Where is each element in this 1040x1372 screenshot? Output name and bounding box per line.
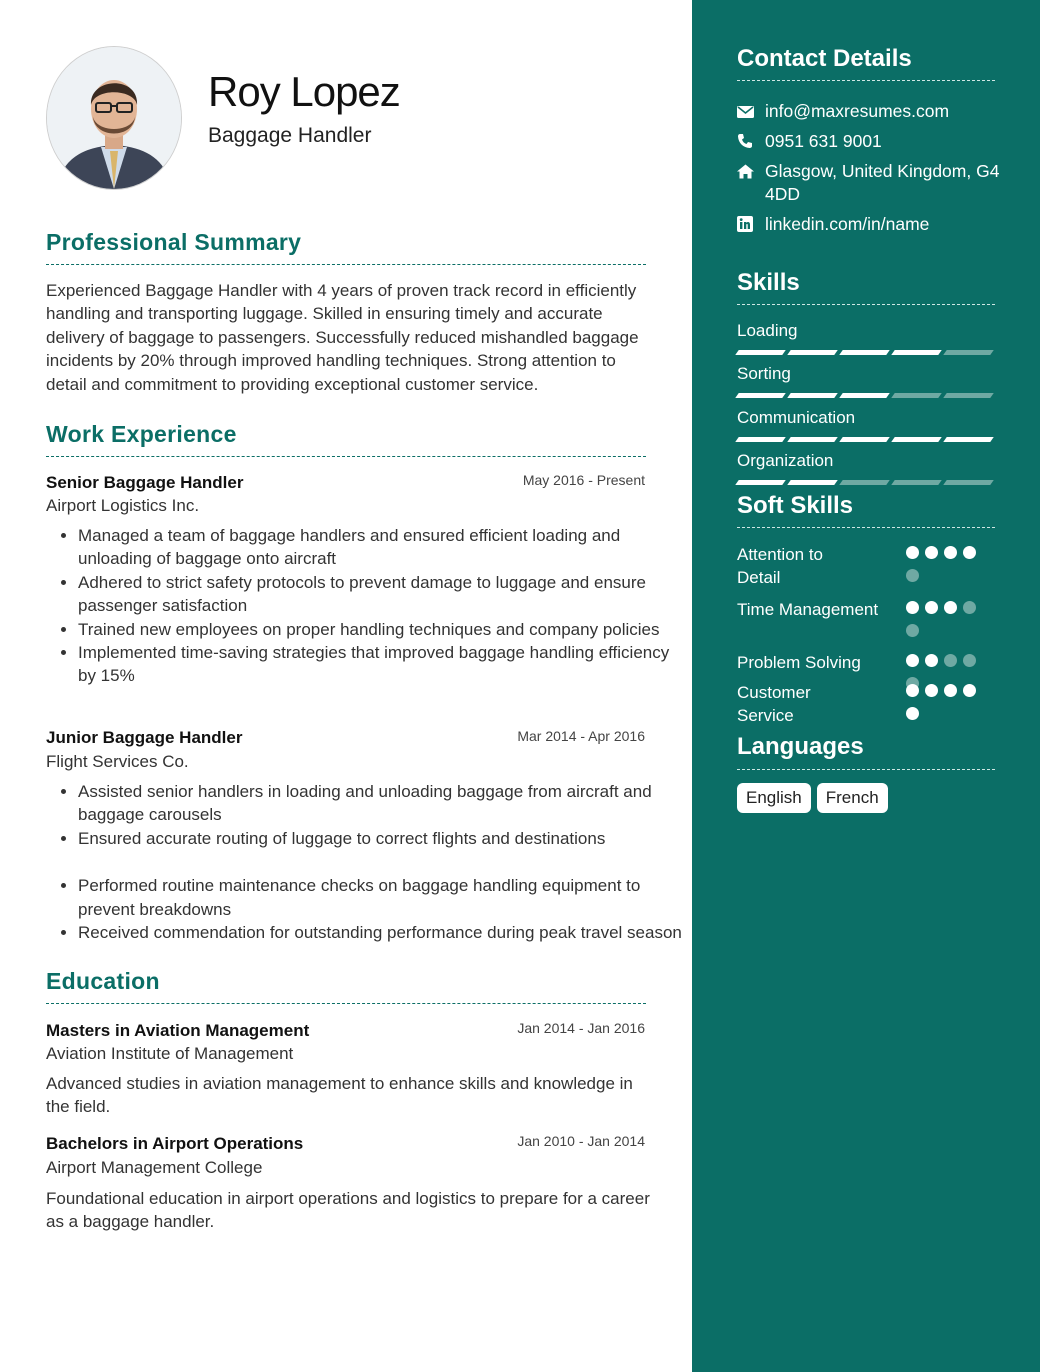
job-bullet: • Managed a team of baggage handlers and ensured efficient loading and unloading of baggage onto aircraft bbox=[78, 524, 684, 571]
job-bullet: • Trained new employees on proper handling techniques and company policies bbox=[78, 618, 684, 641]
rating-dot bbox=[944, 654, 957, 667]
soft-skill-name: Time Management bbox=[737, 600, 879, 619]
job-bullet: • Adhered to strict safety protocols to prevent damage to luggage and ensure passenger satisfaction bbox=[78, 571, 684, 618]
home-icon bbox=[737, 160, 765, 206]
soft-skill-name: Customer Service bbox=[737, 683, 811, 725]
skill-level-segment bbox=[943, 350, 994, 355]
skill-level-bar bbox=[737, 437, 992, 442]
rating-dot bbox=[906, 707, 919, 720]
degree-date: Jan 2010 - Jan 2014 bbox=[517, 1133, 645, 1149]
job-bullet: • Implemented time-saving strategies that improved baggage handling efficiency by 15% bbox=[78, 641, 684, 688]
skill-level-segment bbox=[787, 350, 838, 355]
skill-level-segment bbox=[943, 437, 994, 442]
skill-level-segment bbox=[943, 480, 994, 485]
soft-skill-rating bbox=[906, 684, 980, 720]
skill-level-segment bbox=[891, 350, 942, 355]
rating-dot bbox=[944, 684, 957, 697]
education-heading: Education bbox=[46, 968, 160, 994]
language-tag: French bbox=[817, 783, 888, 813]
job-company: Flight Services Co. bbox=[46, 752, 189, 771]
skill-level-segment bbox=[787, 393, 838, 398]
job-date: May 2016 - Present bbox=[522, 472, 645, 488]
rating-dot bbox=[925, 546, 938, 559]
skill-level-segment bbox=[735, 437, 786, 442]
soft-skill-rating bbox=[906, 601, 980, 637]
skill-name: Organization bbox=[737, 451, 834, 470]
soft-skills-heading: Soft Skills bbox=[737, 492, 854, 519]
skill-level-segment bbox=[787, 480, 838, 485]
linkedin-text: linkedin.com/in/name bbox=[765, 214, 930, 234]
job-bullet: • Ensured accurate routing of luggage to correct flights and destinations bbox=[78, 827, 684, 850]
degree-description: Foundational education in airport operations and logistics to prepare for a career as a baggage handler. bbox=[46, 1189, 650, 1232]
phone-text: 0951 631 9001 bbox=[765, 131, 882, 151]
rating-dot bbox=[906, 654, 919, 667]
rating-dot bbox=[925, 684, 938, 697]
skill-level-segment bbox=[735, 393, 786, 398]
job-company: Airport Logistics Inc. bbox=[46, 496, 200, 515]
rating-dot bbox=[963, 654, 976, 667]
rating-dot bbox=[906, 601, 919, 614]
contact-address bbox=[737, 160, 1007, 206]
degree-title: Masters in Aviation Management bbox=[46, 1021, 310, 1040]
skill-level-segment bbox=[735, 480, 786, 485]
skill-level-segment bbox=[891, 480, 942, 485]
skill-level-segment bbox=[891, 437, 942, 442]
skills-heading: Skills bbox=[737, 269, 800, 296]
job-bullets bbox=[46, 780, 684, 944]
address-text: Glasgow, United Kingdom, G4 4DD bbox=[765, 161, 1000, 204]
languages-list bbox=[737, 783, 888, 813]
contact-divider bbox=[737, 80, 995, 81]
email-text: info@maxresumes.com bbox=[765, 101, 950, 121]
summary-text: Experienced Baggage Handler with 4 years of proven track record in efficiently handling and transporting luggage. Skilled in ensuring timely and accurate delivery of baggage to passengers. Successfully reduced mishandled baggage incidents by 20% through improved handling techniques. Strong attention to detail and commitment to providing exceptional customer service. bbox=[46, 281, 639, 394]
sidebar bbox=[692, 0, 1040, 1372]
rating-dot bbox=[906, 569, 919, 582]
job-bullet: • Assisted senior handlers in loading and unloading baggage from aircraft and baggage carousels bbox=[78, 780, 684, 827]
rating-dot bbox=[963, 684, 976, 697]
contact-email[interactable] bbox=[737, 100, 1007, 125]
summary-heading: Professional Summary bbox=[46, 229, 302, 255]
skill-name: Sorting bbox=[737, 364, 791, 383]
skill-level-segment bbox=[735, 350, 786, 355]
rating-dot bbox=[944, 546, 957, 559]
job-bullets bbox=[46, 524, 684, 688]
contact-heading: Contact Details bbox=[737, 45, 912, 72]
phone-icon bbox=[737, 130, 765, 155]
linkedin-icon bbox=[737, 213, 765, 238]
degree-description: Advanced studies in aviation management to enhance skills and knowledge in the field. bbox=[46, 1074, 633, 1117]
school-name: Airport Management College bbox=[46, 1158, 263, 1177]
languages-heading: Languages bbox=[737, 733, 864, 760]
skill-level-bar bbox=[737, 480, 992, 485]
languages-divider bbox=[737, 769, 995, 770]
rating-dot bbox=[944, 601, 957, 614]
skill-level-bar bbox=[737, 350, 992, 355]
skill-level-segment bbox=[787, 437, 838, 442]
skills-divider bbox=[737, 304, 995, 305]
skill-level-segment bbox=[839, 437, 890, 442]
job-title: Senior Baggage Handler bbox=[46, 473, 244, 492]
experience-heading: Work Experience bbox=[46, 421, 237, 447]
skill-level-segment bbox=[839, 350, 890, 355]
skill-level-segment bbox=[943, 393, 994, 398]
education-divider bbox=[46, 1003, 646, 1004]
skill-name: Loading bbox=[737, 321, 798, 340]
contact-phone[interactable] bbox=[737, 130, 1007, 155]
contact-linkedin[interactable] bbox=[737, 213, 1007, 238]
candidate-title: Baggage Handler bbox=[208, 124, 372, 147]
rating-dot bbox=[906, 624, 919, 637]
soft-skill-name: Attention to Detail bbox=[737, 545, 824, 587]
rating-dot bbox=[925, 654, 938, 667]
soft-skill-rating bbox=[906, 546, 980, 582]
rating-dot bbox=[925, 601, 938, 614]
skill-level-segment bbox=[839, 480, 890, 485]
rating-dot bbox=[906, 684, 919, 697]
skill-level-segment bbox=[839, 393, 890, 398]
rating-dot bbox=[906, 546, 919, 559]
skill-level-segment bbox=[891, 393, 942, 398]
candidate-name: Roy Lopez bbox=[208, 68, 400, 115]
soft-skill-name: Problem Solving bbox=[737, 653, 861, 672]
job-bullet: • Received commendation for outstanding performance during peak travel season bbox=[78, 921, 684, 944]
envelope-icon bbox=[737, 100, 765, 125]
summary-divider bbox=[46, 264, 646, 265]
job-title: Junior Baggage Handler bbox=[46, 728, 243, 747]
rating-dot bbox=[963, 601, 976, 614]
language-tag: English bbox=[737, 783, 811, 813]
profile-photo bbox=[47, 47, 181, 189]
skill-level-bar bbox=[737, 393, 992, 398]
experience-divider bbox=[46, 456, 646, 457]
degree-title: Bachelors in Airport Operations bbox=[46, 1134, 304, 1153]
avatar bbox=[46, 46, 182, 190]
skill-name: Communication bbox=[737, 408, 856, 427]
rating-dot bbox=[963, 546, 976, 559]
school-name: Aviation Institute of Management bbox=[46, 1044, 294, 1063]
job-bullet: • Performed routine maintenance checks on baggage handling equipment to prevent breakdowns bbox=[78, 874, 684, 921]
job-date: Mar 2014 - Apr 2016 bbox=[517, 728, 645, 744]
soft-skills-divider bbox=[737, 527, 995, 528]
degree-date: Jan 2014 - Jan 2016 bbox=[517, 1020, 645, 1036]
